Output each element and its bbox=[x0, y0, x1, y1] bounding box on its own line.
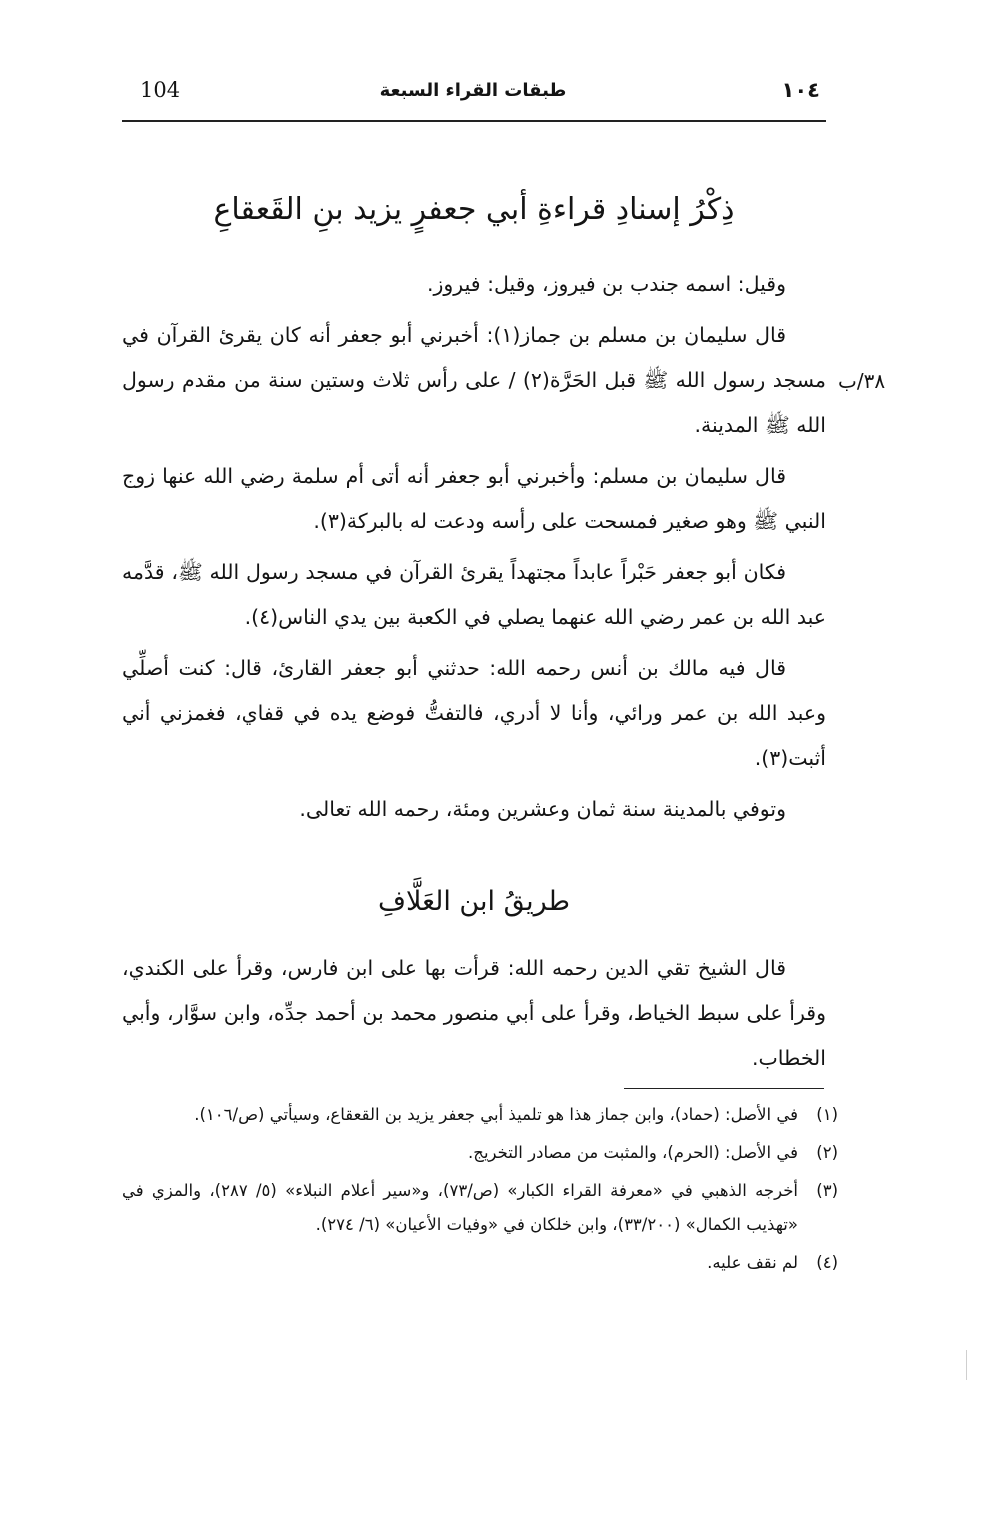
footnote-text: أخرجه الذهبي في «معرفة القراء الكبار» (ص/٧٣)، و«سير أعلام النبلاء» (٥/ ٢٨٧)، والمزي في «تهذيب الكمال» (٣٣/٢٠٠)، وابن خلكان في «وفيات الأعيان» (٦/ ٢٧٤). bbox=[122, 1181, 798, 1234]
footnotes bbox=[122, 1098, 838, 1280]
manuscript-folio-note: ٣٨/ب bbox=[838, 369, 886, 393]
page-number-arabic: ١٠٤ bbox=[781, 78, 820, 102]
footnote-item bbox=[122, 1246, 838, 1280]
paragraph-taqi-aldin: قال الشيخ تقي الدين رحمه الله: قرأت بها على ابن فارس، وقرأ على الكندي، وقرأ على سبط الخياط، وقرأ على أبي منصور محمد بن أحمد جدِّه، وابن سوَّار، وأبي الخطاب. bbox=[122, 956, 826, 1070]
footnote-text: لم نقف عليه. bbox=[707, 1253, 798, 1272]
scan-artifact bbox=[966, 1350, 967, 1380]
paragraph-ibn-jammaz: قال سليمان بن مسلم بن جماز(١): أخبرني أبو جعفر أنه كان يقرئ القرآن في مسجد رسول الله ﷺ قبل الحَرَّة(٢) / على رأس ثلاث وستين سنة من مقدم رسول الله ﷺ المدينة. bbox=[122, 323, 827, 437]
footnote-number: (٤) bbox=[816, 1253, 838, 1272]
footnote-number: (٢) bbox=[816, 1143, 838, 1162]
header-rule bbox=[122, 120, 826, 122]
paragraph-malik: قال فيه مالك بن أنس رحمه الله: حدثني أبو جعفر القارئ، قال: كنت أصلِّي وعبد الله بن عمر ورائي، وأنا لا أدري، فالتفتُّ فوضع يده في قفاي، فغمزني أني أثبت(٣). bbox=[122, 656, 826, 770]
section-body-ibn-allaf bbox=[122, 946, 826, 1081]
page-header bbox=[122, 78, 824, 106]
paragraph-hibr: فكان أبو جعفر حَبْراً عابداً مجتهداً يقرئ القرآن في مسجد رسول الله ﷺ، قدَّمه عبد الله بن عمر رضي الله عنهما يصلي في الكعبة بين يدي الناس(٤). bbox=[122, 560, 826, 629]
paragraph-name: وقيل: اسمه جندب بن فيروز، وقيل: فيروز. bbox=[426, 272, 786, 296]
footnote-rule bbox=[624, 1088, 824, 1089]
paragraph-death: وتوفي بالمدينة سنة ثمان وعشرين ومئة، رحمه الله تعالى. bbox=[299, 797, 786, 821]
footnote-number: (٣) bbox=[816, 1181, 838, 1200]
footnote-text: في الأصل: (حماد)، وابن جماز هذا هو تلميذ أبي جعفر يزيد بن القعقاع، وسيأتي (ص/١٠٦). bbox=[194, 1105, 798, 1124]
footnote-text: في الأصل: (الحرم)، والمثبت من مصادر التخريج. bbox=[468, 1143, 798, 1162]
footnote-item bbox=[122, 1174, 838, 1242]
page-number-latin: 104 bbox=[140, 78, 181, 102]
footnote-item bbox=[122, 1098, 838, 1132]
section-heading-abu-jafar: ذِكْرُ إسنادِ قراءةِ أبي جعفرٍ يزيد بنِ القَعقاعِ bbox=[213, 192, 735, 227]
running-title: طبقات القراء السبعة bbox=[379, 80, 567, 101]
paragraph-umm-salama: قال سليمان بن مسلم: وأخبرني أبو جعفر أنه أتى أم سلمة رضي الله عنها زوج النبي ﷺ وهو صغير فمسحت على رأسه ودعت له بالبركة(٣). bbox=[122, 464, 826, 533]
footnote-number: (١) bbox=[816, 1105, 838, 1124]
section-body-abu-jafar bbox=[122, 262, 826, 832]
section-heading-ibn-allaf: طريقُ ابن العَلَّافِ bbox=[377, 886, 570, 917]
footnote-item bbox=[122, 1136, 838, 1170]
